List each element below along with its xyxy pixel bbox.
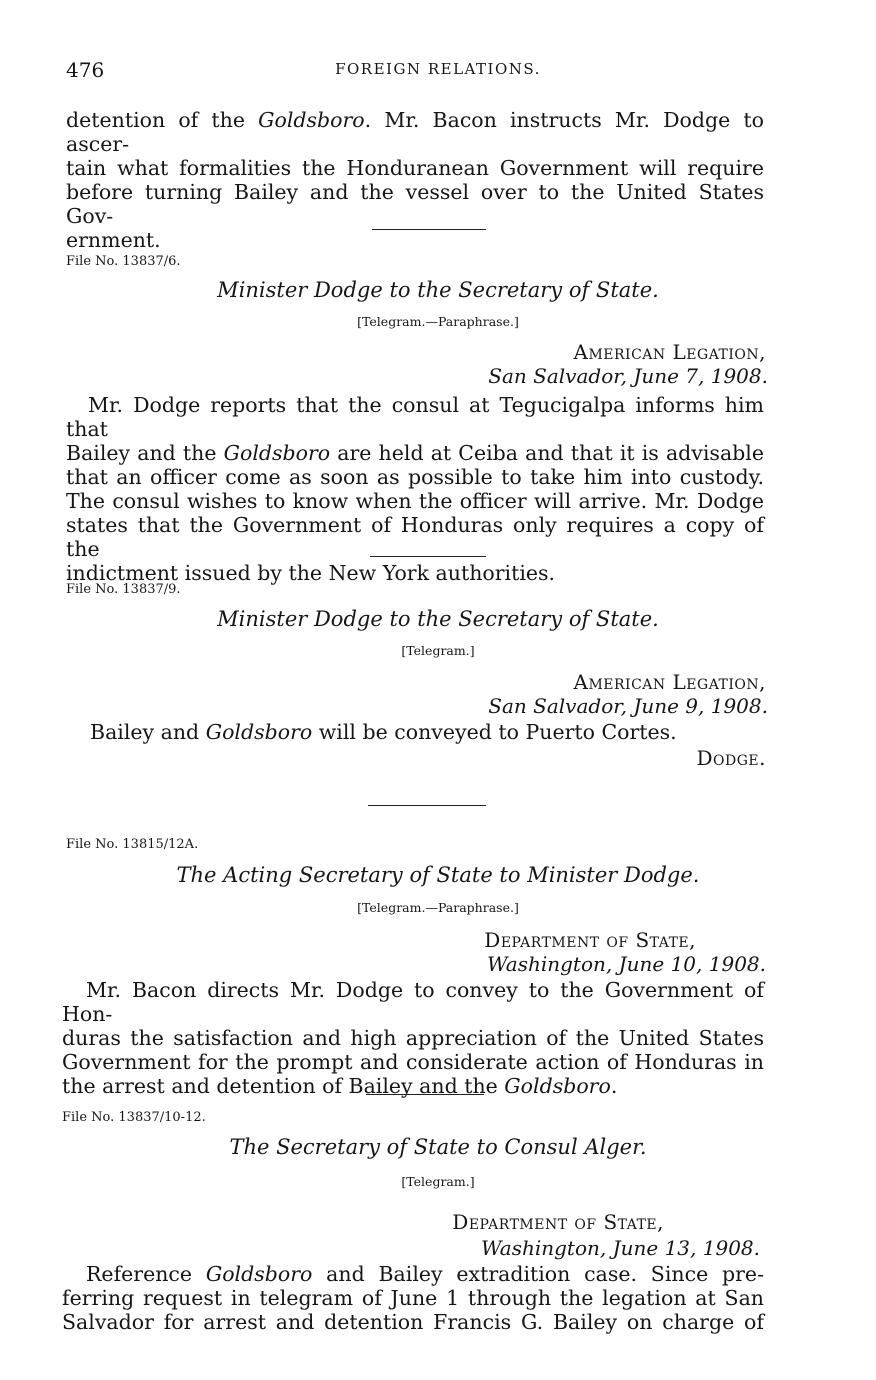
section-divider [366,1094,484,1095]
file-number: File No. 13815/12A. [66,837,199,852]
vessel-name: Goldsboro [258,108,365,132]
dateline: Washington, June 10, 1908. [486,952,766,976]
intro-line-3: before turning Bailey and the vessel over to the United States Gov- [66,180,764,228]
file-number: File No. 13837/6. [66,254,181,269]
sender-place: Department of State, [484,928,696,952]
section-heading: The Acting Secretary of State to Minister Dodge. [176,863,700,887]
section-body: Mr. Dodge reports that the consul at Tegucigalpa informs him that Bailey and the Goldsboro are held at Ceiba and that it is advisable that an officer come as soon as possible to take him into custody. The consul wishes to know when the officer will arrive. Mr. Dodge states that the Government of Honduras only requires a copy of the indictment issued by the New York authorities. [66,393,764,585]
dateline: Washington, June 13, 1908. [480,1236,760,1260]
vessel-name: Goldsboro [504,1074,611,1098]
section-body: Bailey and Goldsboro will be conveyed to Puerto Cortes. [90,720,677,744]
telegram-note: [Telegram.—Paraphrase.] [357,314,519,329]
dateline: San Salvador, June 7, 1908. [488,364,768,388]
vessel-name: Goldsboro [205,720,313,744]
signature: Dodge. [696,746,766,770]
dateline: San Salvador, June 9, 1908. [488,694,768,718]
page-number: 476 [66,58,105,82]
vessel-name: Goldsboro [205,1262,313,1286]
sender-place: American Legation, [573,340,766,364]
telegram-note: [Telegram.] [401,643,475,658]
section-body: Mr. Bacon directs Mr. Dodge to convey to the Government of Hon- duras the satisfaction and high appreciation of the United States Government for the prompt and considerate action of Honduras in the arrest and detention of Bailey and the Goldsboro. [62,978,764,1098]
intro-line-4: ernment. [66,228,161,252]
telegram-note: [Telegram.—Paraphrase.] [357,900,519,915]
section-divider [368,805,486,806]
intro-line-2: tain what formalities the Honduranean Government will require [66,156,764,180]
intro-line-1: detention of the Goldsboro. Mr. Bacon instructs Mr. Dodge to ascer- [66,108,764,156]
section-heading: Minister Dodge to the Secretary of State. [217,607,659,631]
file-number: File No. 13837/9. [66,582,181,597]
telegram-note: [Telegram.] [401,1174,475,1189]
section-heading: The Secretary of State to Consul Alger. [229,1135,647,1159]
sender-place: Department of State, [452,1210,664,1234]
intro-paragraph [66,108,764,252]
section-body: Reference Goldsboro and Bailey extradition case. Since pre- ferring request in telegram of June 1 through the legation at San Salvador for arrest and detention Francis G. Bailey on charge of [62,1262,764,1334]
section-heading: Minister Dodge to the Secretary of State. [217,278,659,302]
running-title: FOREIGN RELATIONS. [335,60,541,78]
section-divider [370,556,486,557]
file-number: File No. 13837/10-12. [62,1110,206,1125]
section-divider [372,229,486,230]
vessel-name: Goldsboro [223,441,331,465]
sender-place: American Legation, [573,670,766,694]
